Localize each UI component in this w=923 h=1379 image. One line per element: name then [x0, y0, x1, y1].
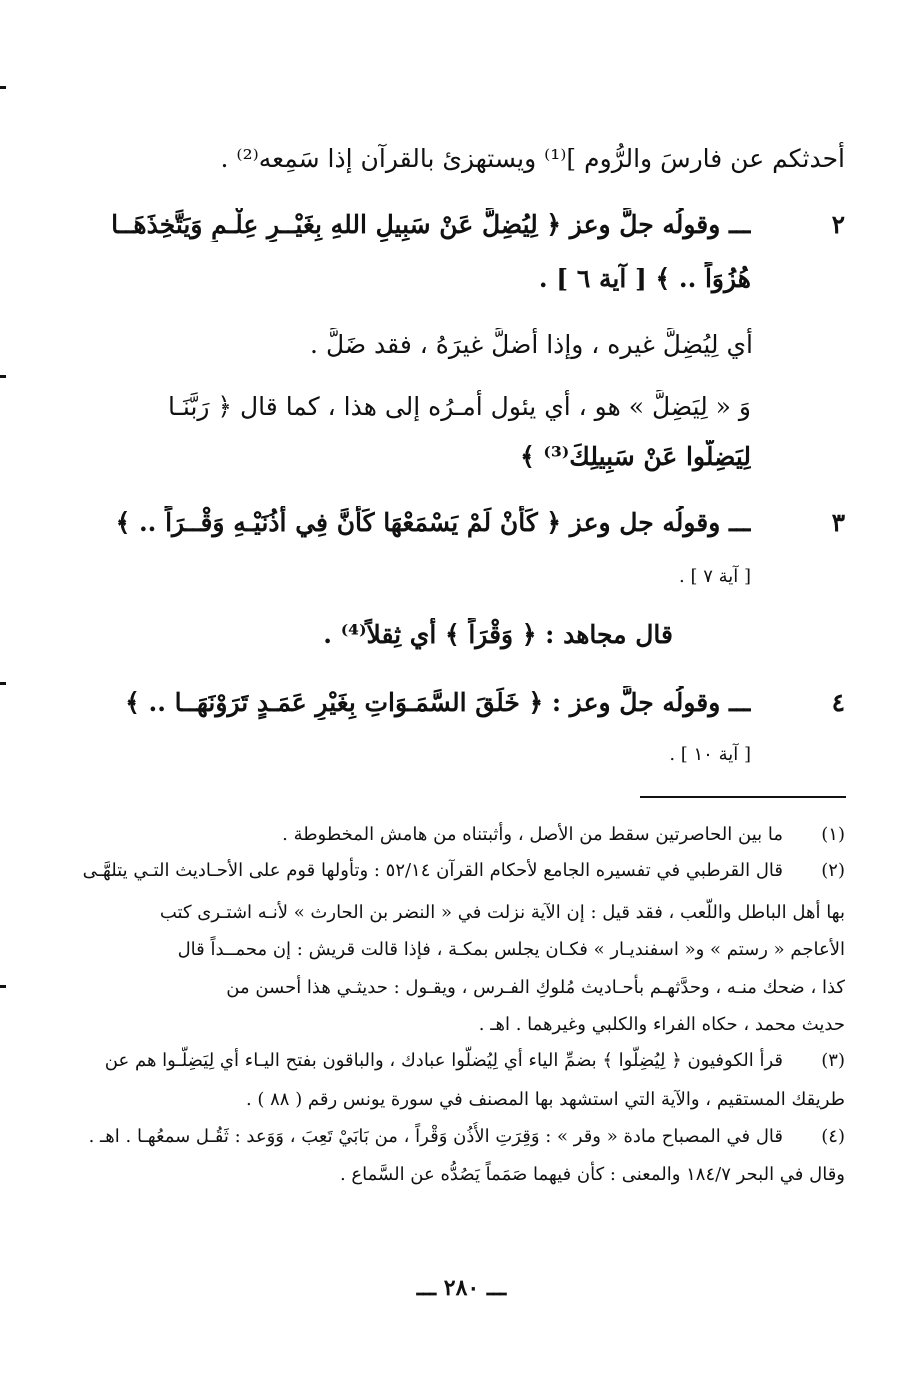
verse-reference: [ آية ١٠ ] . [669, 744, 751, 765]
verse-line: ـــ وقولُه جلَّ وعز : ﴿ خَلَقَ السَّمَـوَاتِ بِغَيْرِ عَمَـدٍ تَرَوْنَهَــا .. ﴾ [125, 688, 751, 717]
footnote-line: كذا ، ضحك منـه ، وحدَّثهـم بأحـاديث مُلوكِ الفـرس ، ويقـول : حديثـي هذا أحسن من [226, 977, 845, 998]
verse-line: لِيَضِلُّوا عَنْ سَبِيلِكَ⁽³⁾ ﴾ [520, 442, 751, 471]
text-line: أي لِيُضِلَّ غيره ، وإذا أضلَّ غيرَهُ ، فقد ضَلَّ . [310, 330, 753, 359]
footnote-line: الأعاجم « رستم » و« اسفنديـار » فكـان يجلس بمكـة ، فإذا قالت قريش : إن محمــداً قال [177, 939, 845, 960]
footnote-line: قرأ الكوفيون ﴿ لِيُضِلُّوا ﴾ بضمِّ الياء أي لِيُضلُّوا عبادك ، والباقون بفتح اليـاء أي لِيَضِلُّـوا هم عن [104, 1050, 783, 1071]
verse-line: هُزُوَاً .. ﴾ [ آية ٦ ] . [538, 264, 751, 293]
verse-reference: [ آية ٧ ] . [679, 566, 751, 587]
scan-edge-mark [0, 985, 6, 988]
scan-edge-mark [0, 375, 6, 378]
footnote-line: ما بين الحاصرتين سقط من الأصل ، وأثبتناه من هامش المخطوطة . [282, 824, 783, 845]
item-number: ٢ [831, 210, 845, 239]
footnote-line: بها أهل الباطل واللَّعب ، فقد قيل : إن الآية نزلت في « النضر بن الحارث » لأنـه اشتـرى كتب [159, 902, 845, 923]
page-number: ـــ ٢٨٠ ـــ [416, 1275, 507, 1301]
item-number: ٤ [831, 688, 845, 717]
scan-edge-mark [0, 682, 6, 685]
footnote-divider [640, 796, 846, 798]
text-line: وَ « لِيَضِلَّ » هو ، أي يئول أمـرُه إلى هذا ، كما قال ﴿ رَبَّنَـا [167, 392, 751, 421]
footnote-line: قال في المصباح مادة « وقر » : وَقِرَتِ الأُذُن وَقْراً ، من بَابَيْ تَعِبَ ، وَوَعد : ثَقُـل سمعُهـا . اهـ . [88, 1126, 783, 1147]
footnote-line: طريقك المستقيم ، والآية التي استشهد بها المصنف في سورة يونس رقم ( ٨٨ ) . [245, 1089, 845, 1110]
scan-edge-mark [0, 86, 6, 89]
footnote-number: (٣) [821, 1050, 845, 1071]
footnote-line: قال القرطبي في تفسيره الجامع لأحكام القرآن ٥٢/١٤ : وتأولها قوم على الأحـاديث التـي يتلهَّـى [82, 860, 783, 881]
footnote-number: (٤) [821, 1126, 845, 1147]
text-line: قال مجاهد : ﴿ وَقْرَاً ﴾ أي ثِقلاً⁽⁴⁾ . [323, 620, 673, 649]
item-number: ٣ [831, 508, 845, 537]
footnote-line: وقال في البحر ١٨٤/٧ والمعنى : كأن فيهما صَمَماً يَصُدُّه عن السَّماع . [339, 1164, 845, 1185]
footnote-number: (٢) [821, 860, 845, 881]
footnote-line: حديث محمد ، حكاه الفراء والكلبي وغيرهما . اهـ . [478, 1014, 845, 1035]
verse-line: ـــ وقولُه جلَّ وعز ﴿ لِيُضِلَّ عَنْ سَبِيلِ اللهِ بِغَيْــرِ عِلْـمٍ وَيَتَّخِذَهَــا [111, 210, 751, 239]
footnote-number: (١) [821, 824, 845, 845]
text-line: أحدثكم عن فارسَ والرُّوم ]⁽¹⁾ ويستهزئ بالقرآن إذا سَمِعه⁽²⁾ . [220, 144, 845, 173]
verse-line: ـــ وقولُه جل وعز ﴿ كَأَنْ لَمْ يَسْمَعْهَا كَأَنَّ فِي أُذُنَيْـهِ وَقْــرَاً .. ﴾ [115, 508, 751, 537]
